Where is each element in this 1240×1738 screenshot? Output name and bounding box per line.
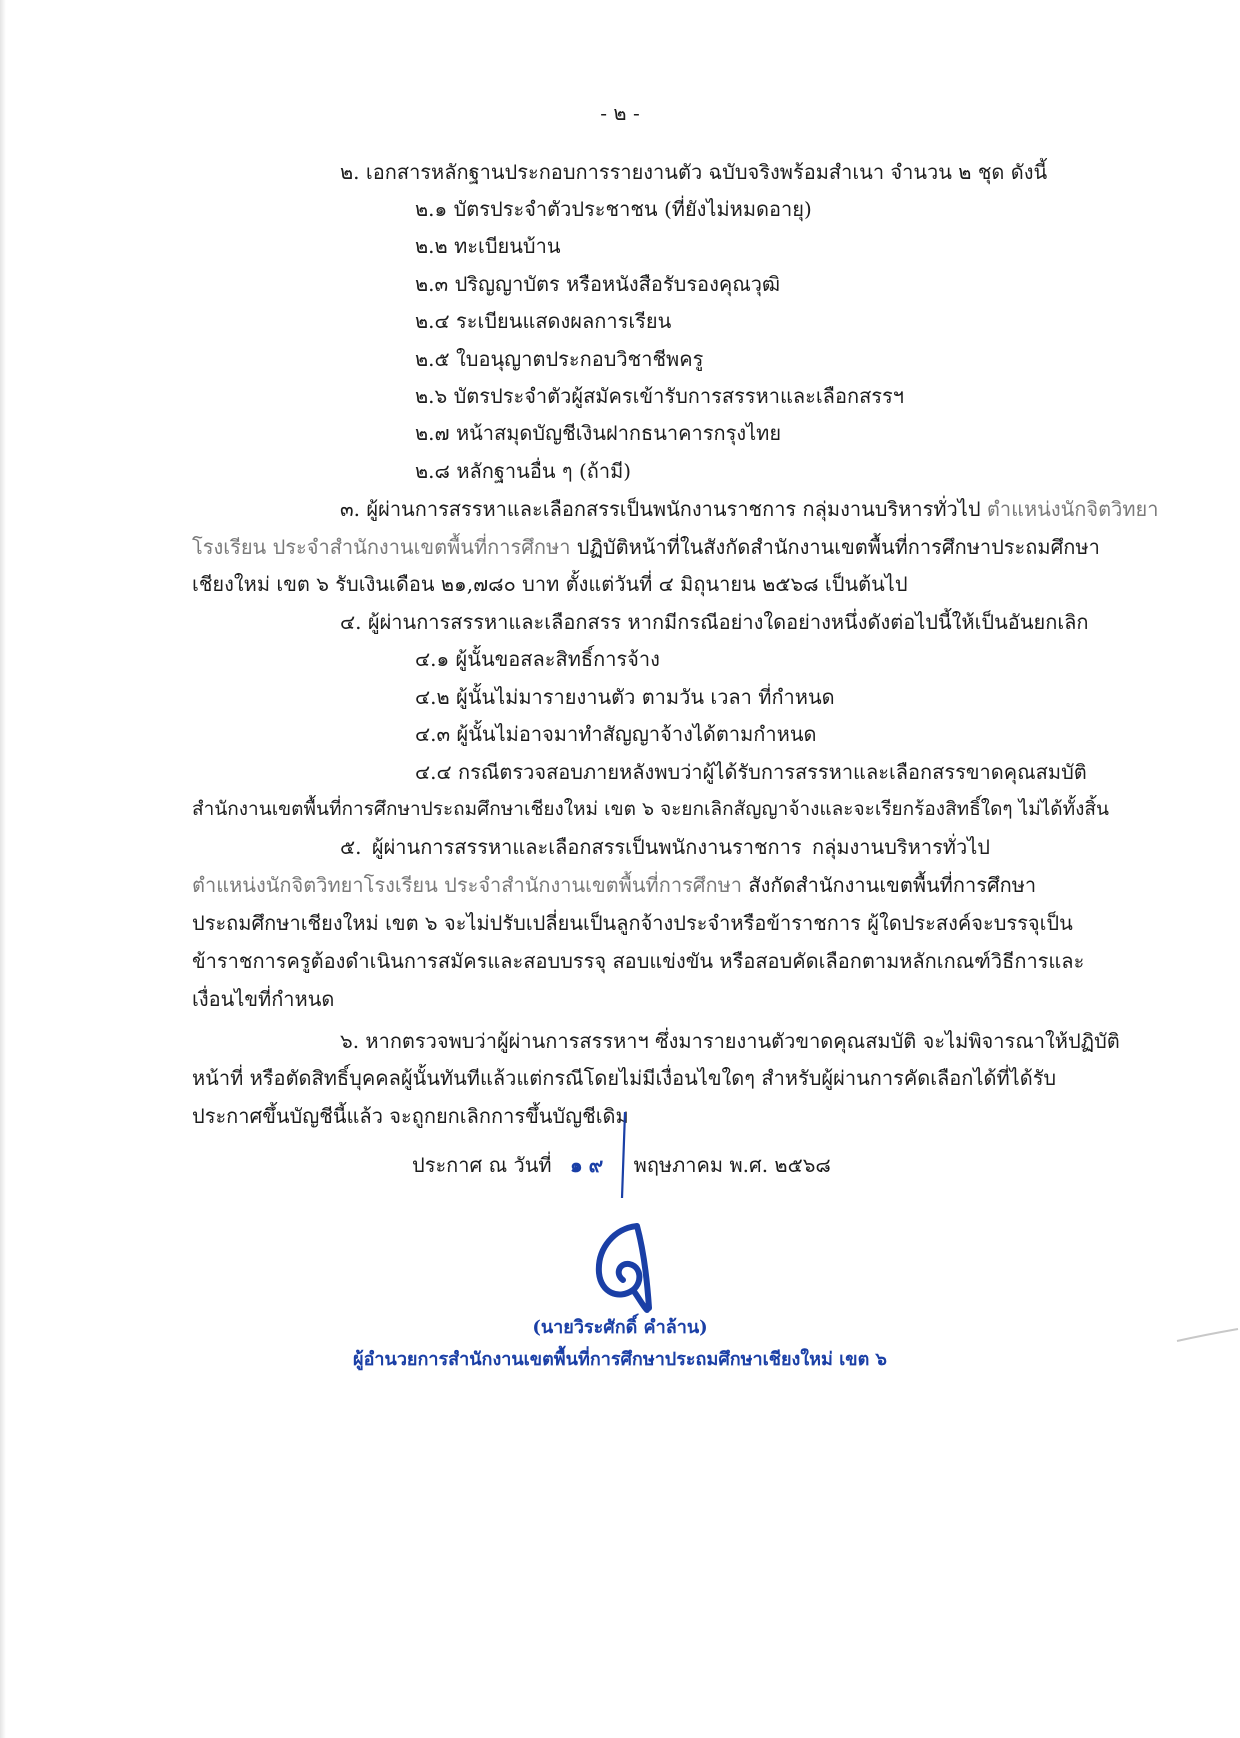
announce-suffix: พฤษภาคม พ.ศ. ๒๕๖๘ <box>633 1153 831 1177</box>
item-2-4: ๒.๔ ระเบียนแสดงผลการเรียน <box>415 309 672 333</box>
item-3-line-1-text: ๓. ผู้ผ่านการสรรหาและเลือกสรรเป็นพนักงานราชการ กลุ่มงานบริหารทั่วไป <box>340 497 987 521</box>
item-6-line-3: ประกาศขึ้นบัญชีนี้แล้ว จะถูกยกเลิกการขึ้นบัญชีเดิม <box>192 1104 629 1128</box>
item-2-8: ๒.๘ หลักฐานอื่น ๆ (ถ้ามี) <box>415 459 632 483</box>
item-3-line-1 <box>340 494 1158 524</box>
item-4-cont: สำนักงานเขตพื้นที่การศึกษาประถมศึกษาเชียงใหม่ เขต ๖ จะยกเลิกสัญญาจ้างและจะเรียกร้องสิทธิ์ใดๆ ไม่ได้ทั้งสิ้น <box>192 798 1110 820</box>
item-2-2: ๒.๒ ทะเบียนบ้าน <box>415 234 561 258</box>
item-5-position-text: ตำแหน่งนักจิตวิทยาโรงเรียน ประจำสำนักงานเขตพื้นที่การศึกษา <box>192 873 743 897</box>
item-2-7: ๒.๗ หน้าสมุดบัญชีเงินฝากธนาคารกรุงไทย <box>415 421 782 445</box>
item-2-6: ๒.๖ บัตรประจำตัวผู้สมัครเข้ารับการสรรหาและเลือกสรรฯ <box>415 384 904 408</box>
item-2-3: ๒.๓ ปริญญาบัตร หรือหนังสือรับรองคุณวุฒิ <box>415 272 781 296</box>
signature-image <box>585 1218 665 1313</box>
item-5-line-1: ๕. ผู้ผ่านการสรรหาและเลือกสรรเป็นพนักงานราชการ กลุ่มงานบริหารทั่วไป <box>340 835 990 859</box>
item-3-position-text: ตำแหน่งนักจิตวิทยา <box>986 497 1159 521</box>
item-2-5: ๒.๕ ใบอนุญาตประกอบวิชาชีพครู <box>415 347 704 371</box>
item-4-heading: ๔. ผู้ผ่านการสรรหาและเลือกสรร หากมีกรณีอย่างใดอย่างหนึ่งดังต่อไปนี้ให้เป็นอันยกเลิก <box>340 610 1089 634</box>
item-5-line-4: ข้าราชการครูต้องดำเนินการสมัครและสอบบรรจุ สอบแข่งขัน หรือสอบคัดเลือกตามหลักเกณฑ์วิธีการและ <box>192 949 1085 973</box>
scan-edge-shadow <box>0 0 6 1738</box>
announce-day: ๑๙ <box>569 1153 610 1177</box>
item-5-line-5: เงื่อนไขที่กำหนด <box>192 987 335 1011</box>
item-4-3: ๔.๓ ผู้นั้นไม่อาจมาทำสัญญาจ้างได้ตามกำหนด <box>415 722 817 746</box>
item-5-line-2 <box>192 870 1036 900</box>
scan-smudge-mark <box>1175 1325 1240 1345</box>
item-4-1: ๔.๑ ผู้นั้นขอสละสิทธิ์การจ้าง <box>415 647 660 671</box>
item-2-heading: ๒. เอกสารหลักฐานประกอบการรายงานตัว ฉบับจริงพร้อมสำเนา จำนวน ๒ ชุด ดังนี้ <box>340 160 1048 184</box>
item-3-line-2 <box>192 532 1100 562</box>
item-3-line-3: เชียงใหม่ เขต ๖ รับเงินเดือน ๒๑,๗๘๐ บาท ตั้งแต่วันที่ ๔ มิถุนายน ๒๕๖๘ เป็นต้นไป <box>192 572 908 596</box>
item-2-1: ๒.๑ บัตรประจำตัวประชาชน (ที่ยังไม่หมดอายุ) <box>415 197 812 221</box>
pen-stroke-mark <box>618 1110 630 1200</box>
item-4-4: ๔.๔ กรณีตรวจสอบภายหลังพบว่าผู้ได้รับการสรรหาและเลือกสรรขาดคุณสมบัติ <box>415 760 1087 784</box>
item-4-2: ๔.๒ ผู้นั้นไม่มารายงานตัว ตามวัน เวลา ที่กำหนด <box>415 685 835 709</box>
item-6-line-2: หน้าที่ หรือตัดสิทธิ์บุคคลผู้นั้นทันทีแล้วแต่กรณีโดยไม่มีเงื่อนไขใดๆ สำหรับผู้ผ่านการคัดเลือกได้ที่ได้รับ <box>192 1066 1057 1090</box>
signer-name: (นายวิระศักดิ์ คำล้าน) <box>532 1317 708 1338</box>
item-5-line-2-text: สังกัดสำนักงานเขตพื้นที่การศึกษา <box>742 873 1037 897</box>
page-number: - ๒ - <box>600 101 640 125</box>
item-3-line-2-text: ปฏิบัติหน้าที่ในสังกัดสำนักงานเขตพื้นที่การศึกษาประถมศึกษา <box>570 535 1100 559</box>
item-5-line-3: ประถมศึกษาเชียงใหม่ เขต ๖ จะไม่ปรับเปลี่ยนเป็นลูกจ้างประจำหรือข้าราชการ ผู้ใดประสงค์จะบรรจุเป็น <box>192 911 1073 935</box>
item-6-line-1: ๖. หากตรวจพบว่าผู้ผ่านการสรรหาฯ ซึ่งมารายงานตัวขาดคุณสมบัติ จะไม่พิจารณาให้ปฏิบัติ <box>340 1029 1120 1053</box>
item-3-position-cont: โรงเรียน ประจำสำนักงานเขตพื้นที่การศึกษา <box>192 535 571 559</box>
announce-prefix: ประกาศ ณ วันที่ <box>412 1153 552 1177</box>
signer-title: ผู้อำนวยการสำนักงานเขตพื้นที่การศึกษาประถมศึกษาเชียงใหม่ เขต ๖ <box>353 1349 887 1370</box>
